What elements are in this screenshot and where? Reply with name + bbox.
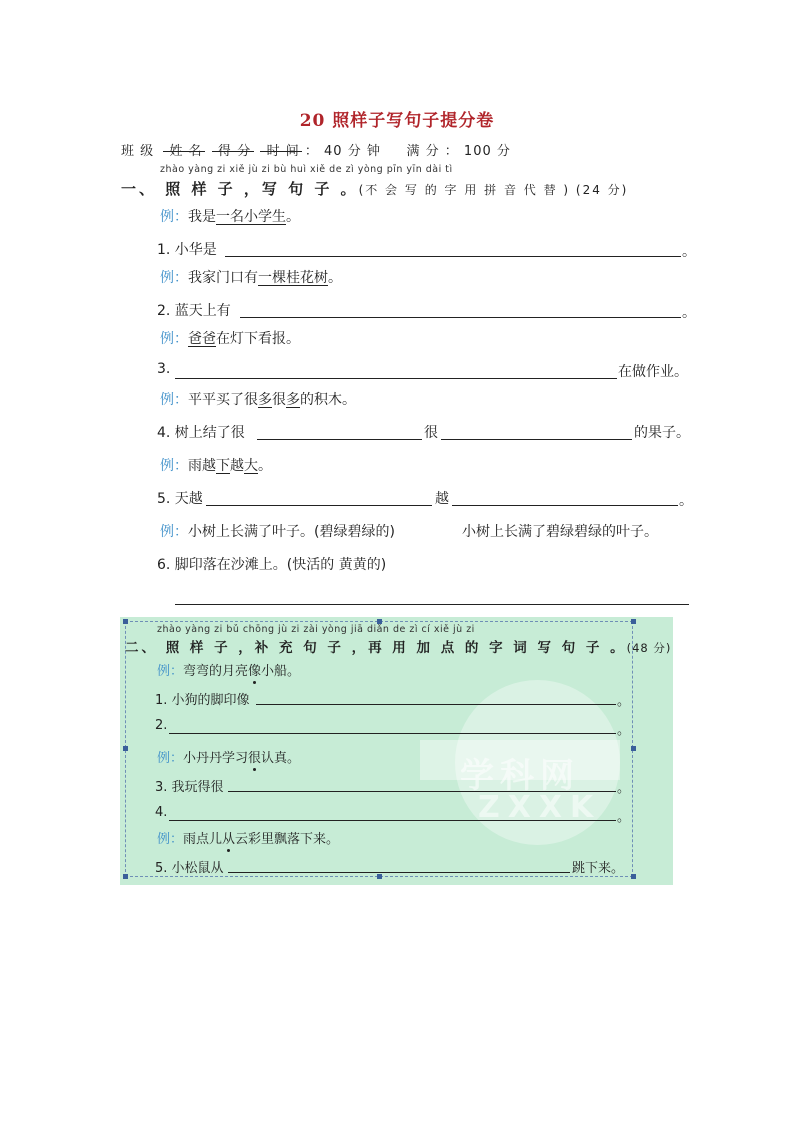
question-4-middle: 很	[424, 425, 438, 441]
example-3	[160, 328, 300, 348]
question-4-suffix: 的果子。	[634, 425, 690, 441]
example-text: 小丹丹学习	[183, 751, 249, 766]
example-label: 例：	[160, 458, 188, 474]
example-text: 平平买了很	[188, 392, 258, 408]
example-5	[160, 455, 272, 475]
section2-example-1	[157, 660, 300, 679]
example-label: 例：	[160, 331, 188, 347]
example-text: 云彩里飘落下来。	[235, 832, 340, 847]
answer-line-5a[interactable]	[206, 505, 432, 506]
example-text: 雨点儿	[183, 832, 223, 847]
example-underlined: 大	[244, 458, 258, 474]
example-underlined: 多	[258, 392, 272, 408]
time-label: 时 间 ： 40 分 钟	[266, 144, 381, 159]
question-3-suffix: 在做作业。	[618, 364, 688, 380]
name-label: 姓 名	[169, 144, 203, 159]
example-underlined: 爸爸	[188, 331, 216, 347]
example-text: 认真。	[261, 751, 301, 766]
question-5-middle: 越	[435, 491, 449, 507]
example-text: 。	[328, 270, 342, 286]
answer-line-4a[interactable]	[257, 439, 422, 440]
dotted-word: 像	[248, 664, 262, 679]
section2-q1-prefix: 1. 小狗的脚印像	[155, 693, 250, 708]
class-label: 班 级	[121, 144, 155, 159]
section2-note: (48 分)	[626, 641, 672, 655]
example-label: 例：	[160, 209, 188, 225]
example-text: 小船。	[261, 664, 301, 679]
resize-handle[interactable]	[631, 874, 636, 879]
question-6-prefix: 6. 脚印落在沙滩上。(快活的 黄黄的)	[157, 557, 387, 573]
example-text: 。	[258, 458, 272, 474]
answer-line-1[interactable]	[225, 256, 681, 257]
section2-q3-prefix: 3. 我玩得很	[155, 780, 224, 795]
example-label: 例：	[157, 664, 184, 679]
answer-line-5b[interactable]	[452, 505, 678, 506]
section1-pinyin: zhào yàng zi xiě jù zi bù huì xiě de zì yòng pīn yīn dài tì	[160, 164, 453, 175]
example-text: 我是	[188, 209, 216, 225]
example-text: 在灯下看报。	[216, 331, 300, 347]
name-blank[interactable]	[212, 140, 254, 152]
section2-pinyin: zhào yàng zi bǔ chōng jù zi zài yòng jiā diǎn de zì cí xiě jù zi	[157, 624, 475, 635]
example-6	[160, 521, 395, 541]
answer-line-4b[interactable]	[441, 439, 632, 440]
question-3-prefix: 3.	[157, 361, 171, 377]
section2-example-3	[157, 828, 339, 847]
resize-handle[interactable]	[631, 746, 636, 751]
score-label: 得 分	[218, 144, 252, 159]
example-text: 雨越	[188, 458, 216, 474]
resize-handle[interactable]	[123, 619, 128, 624]
question-1-prefix: 1. 小华是	[157, 242, 217, 258]
question-2-suffix: 。	[682, 305, 696, 321]
example-label: 例：	[160, 392, 188, 408]
section2-q2-prefix: 2.	[155, 718, 168, 733]
answer-line-3[interactable]	[175, 378, 617, 379]
example-label: 例：	[157, 832, 184, 847]
answer-line-2[interactable]	[240, 317, 681, 318]
example-text: 我家门口有	[188, 270, 258, 286]
page-title: 20 照样子写句子提分卷	[299, 111, 495, 131]
example-label: 例：	[160, 270, 188, 286]
example-underlined: 一棵桂花树	[258, 270, 328, 286]
example-text: 弯弯的月亮	[183, 664, 249, 679]
example-text: 小树上长满了叶子。(碧绿碧绿的)	[188, 524, 395, 540]
dotted-word: 从	[222, 832, 236, 847]
section2-q5-suffix: 跳下来。	[572, 861, 625, 876]
example-underlined: 下	[216, 458, 230, 474]
resize-handle[interactable]	[123, 874, 128, 879]
section2-answer-line-3[interactable]	[228, 791, 616, 792]
dotted-word: 很	[248, 751, 262, 766]
answer-line-6[interactable]	[175, 604, 689, 605]
section1-note: (不 会 写 的 字 用 拼 音 代 替 ) (24 分)	[358, 183, 629, 197]
section2-heading	[125, 636, 671, 656]
resize-handle[interactable]	[377, 874, 382, 879]
example-underlined: 一名小学生	[216, 209, 286, 225]
section2-heading-text: 二、 照 样 子 ，补 充 句 子 ，再 用 加 点 的 字 词 写 句 子 。	[125, 640, 627, 656]
class-blank[interactable]	[163, 140, 205, 152]
resize-handle[interactable]	[631, 619, 636, 624]
example-text: 的积木。	[300, 392, 356, 408]
watermark-text-2: ZXXK	[478, 790, 602, 825]
section2-q4-suffix: 。	[617, 810, 631, 825]
example-label: 例：	[160, 524, 188, 540]
question-5-suffix: 。	[679, 493, 693, 509]
section2-answer-line-2[interactable]	[169, 733, 616, 734]
question-5-prefix: 5. 天越	[157, 491, 203, 507]
example-text: 越	[230, 458, 244, 474]
example-6-answer: 小树上长满了碧绿碧绿的叶子。	[462, 524, 658, 540]
section2-answer-line-4[interactable]	[169, 820, 616, 821]
example-label: 例：	[157, 751, 184, 766]
example-underlined: 多	[286, 392, 300, 408]
example-4	[160, 389, 356, 409]
section2-q4-prefix: 4.	[155, 805, 168, 820]
watermark-text: 学科网	[460, 756, 580, 796]
section1-heading	[121, 178, 628, 199]
section2-answer-line-5[interactable]	[228, 872, 570, 873]
full-score-label: 满 分 ： 100 分	[406, 144, 511, 159]
section1-heading-text: 一、 照 样 子 ，写 句 子 。	[121, 180, 359, 198]
question-4-prefix: 4. 树上结了很	[157, 425, 245, 441]
question-1-suffix: 。	[682, 244, 696, 260]
section2-q5-prefix: 5. 小松鼠从	[155, 861, 224, 876]
section2-q3-suffix: 。	[617, 781, 631, 796]
info-row	[121, 140, 511, 159]
example-text: 。	[286, 209, 300, 225]
section2-answer-line-1[interactable]	[256, 704, 616, 705]
section2-example-2	[157, 747, 300, 766]
score-blank[interactable]	[260, 140, 302, 152]
question-2-prefix: 2. 蓝天上有	[157, 303, 231, 319]
section2-q2-suffix: 。	[617, 723, 631, 738]
example-text: 很	[272, 392, 286, 408]
resize-handle[interactable]	[123, 746, 128, 751]
section2-q1-suffix: 。	[617, 694, 631, 709]
example-2	[160, 267, 342, 287]
example-1	[160, 206, 300, 226]
